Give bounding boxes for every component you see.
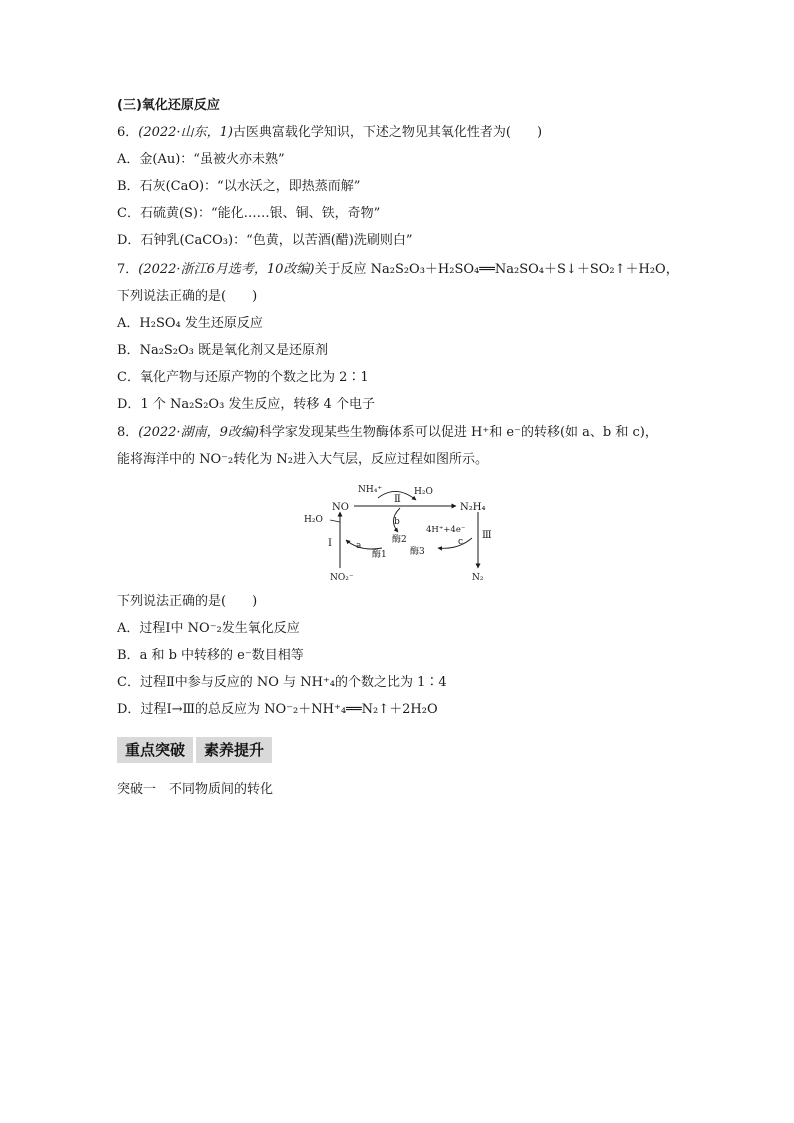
question-6-option-a: [117, 151, 285, 169]
question-7-stem: [117, 261, 679, 279]
question-7-number: 7．: [117, 262, 139, 277]
question-8-prompt: 下列说法正确的是( ): [117, 594, 258, 609]
question-7-source: (2022·浙江6月选考，10改编): [138, 262, 315, 277]
label-n2: N₂: [472, 573, 484, 583]
label-enzyme2: 酶2: [392, 535, 407, 545]
question-8-source: (2022·湖南，9改编): [138, 425, 259, 440]
question-6-text: 古医典富载化学知识，下述之物见其氧化性者为( ): [232, 125, 543, 140]
label-roman-3: Ⅲ: [482, 530, 492, 541]
option-letter: D．: [117, 397, 141, 412]
question-6-source: (2022·山东，1): [138, 125, 233, 140]
option-text: 过程Ⅱ中参与反应的 NO 与 NH⁺₄的个数之比为 1∶4: [139, 675, 447, 690]
question-8-option-c: [117, 674, 447, 692]
banner-right: 素养提升: [196, 737, 272, 763]
option-letter: A．: [117, 152, 140, 167]
question-7-equation-left: 关于反应 Na₂S₂O₃＋H₂SO₄: [314, 262, 480, 277]
option-text: H₂SO₄ 发生还原反应: [139, 316, 263, 331]
question-6-option-d: [117, 232, 413, 250]
label-h2o-left: H₂O: [304, 515, 323, 525]
label-c: c: [458, 537, 464, 547]
option-text: 1 个 Na₂S₂O₃ 发生反应，转移 4 个电子: [140, 397, 375, 412]
option-text: 氧化产物与还原产物的个数之比为 2∶1: [139, 370, 369, 385]
option-letter: C．: [117, 675, 140, 690]
electron-transfer-c: [438, 538, 472, 548]
option-letter: B．: [117, 343, 140, 358]
option-letter: C．: [117, 370, 140, 385]
option-letter: A．: [117, 621, 140, 636]
question-8-text: 科学家发现某些生物酶体系可以促进 H⁺和 e⁻的转移(如 a、b 和 c)，: [258, 425, 658, 440]
section-title: (三)氧化还原反应: [117, 98, 220, 113]
option-text: 石钟乳(CaCO₃)：“色黄，以苦酒(醋)洗刷则白”: [140, 233, 413, 248]
banner-left: 重点突破: [117, 737, 193, 763]
option-letter: B．: [117, 179, 140, 194]
label-roman-1: Ⅰ: [328, 538, 332, 549]
option-letter: C．: [117, 206, 140, 221]
option-text: 石灰(CaO)：“以水沃之，即热蒸而解”: [139, 179, 361, 194]
question-7-equation-right: Na₂SO₄＋S↓＋SO₂↑＋H₂O，: [494, 262, 679, 277]
option-letter: A．: [117, 316, 140, 331]
question-7-option-a: [117, 315, 263, 333]
question-8-stem: [117, 424, 658, 442]
section-banner: [117, 737, 272, 763]
option-text: 金(Au)：“虽被火亦未熟”: [139, 152, 285, 167]
question-7-option-c: [117, 369, 369, 387]
question-8-text-line2: 能将海洋中的 NO⁻₂转化为 N₂进入大气层，反应过程如图所示。: [117, 452, 488, 467]
option-text: 石硫黄(S)：“能化……银、铜、铁，奇物”: [139, 206, 381, 221]
option-text: a 和 b 中转移的 e⁻数目相等: [139, 648, 304, 663]
option-text: Na₂S₂O₃ 既是氧化剂又是还原剂: [139, 343, 329, 358]
question-7-prompt: 下列说法正确的是( ): [117, 289, 258, 304]
question-6-stem: [117, 124, 542, 142]
option-letter: D．: [117, 233, 141, 248]
label-n2h4: N₂H₄: [460, 502, 486, 513]
label-no: NO: [332, 502, 349, 513]
option-text: 过程Ⅰ中 NO⁻₂发生氧化反应: [139, 621, 300, 636]
label-enzyme1: 酶1: [372, 550, 387, 560]
equals-sign: ══: [479, 262, 495, 277]
label-nh4: NH₄⁺: [358, 485, 383, 495]
label-h2o-top: H₂O: [414, 487, 433, 497]
option-letter: D．: [117, 702, 141, 717]
label-enzyme3: 酶3: [410, 547, 425, 557]
label-roman-2: Ⅱ: [394, 494, 401, 505]
question-8-option-b: [117, 647, 304, 665]
question-6-option-b: [117, 178, 360, 196]
question-8-option-d: [117, 701, 438, 719]
electron-transfer-a: [346, 540, 382, 549]
breakthrough-heading: 突破一 不同物质间的转化: [117, 782, 274, 797]
question-7-option-b: [117, 342, 328, 360]
question-6-number: 6．: [117, 125, 139, 140]
label-no2: NO₂⁻: [330, 573, 354, 583]
question-8-number: 8．: [117, 425, 139, 440]
option-text: 过程Ⅰ→Ⅲ的总反应为 NO⁻₂＋NH⁺₄══N₂↑＋2H₂O: [140, 702, 438, 717]
option-letter: B．: [117, 648, 140, 663]
question-7-option-d: [117, 396, 375, 414]
question-6-option-c: [117, 205, 380, 223]
label-a: a: [356, 541, 362, 551]
label-b: b: [394, 517, 400, 527]
label-h-e: 4H⁺+4e⁻: [426, 525, 466, 535]
question-8-option-a: [117, 620, 300, 638]
reaction-pathway-diagram: [300, 476, 500, 586]
h2o-out-line: [330, 520, 340, 522]
